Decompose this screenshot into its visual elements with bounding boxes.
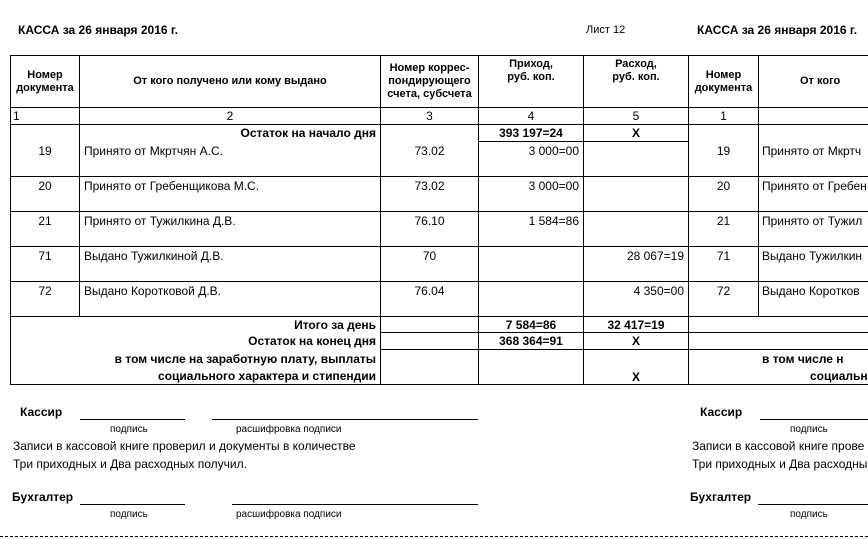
checked-line1-right: Записи в кассовой книге прове	[692, 439, 865, 453]
day-total-label: Итого за день	[294, 318, 376, 332]
row-description-right: Выдано Тужилкин	[762, 248, 863, 263]
checked-line2-right: Три приходных и Два расходны	[692, 457, 868, 471]
col-number-1-right: 1	[720, 109, 727, 123]
row-expense: 28 067=19	[626, 248, 684, 263]
row-income	[479, 282, 579, 299]
row-description: Выдано Коротковой Д.В.	[84, 283, 221, 298]
row-description: Принято от Гребенщикова М.С.	[84, 178, 260, 193]
opening-balance-income: 393 197=24	[499, 126, 563, 140]
including-line2: социального характера и стипендии	[158, 369, 376, 383]
header-from-whom-right: От кого	[800, 75, 841, 87]
row-income: 1 584=86	[528, 213, 579, 228]
row-income	[479, 247, 579, 264]
row-account: 70	[422, 248, 437, 263]
accountant-decoding-caption: расшифровка подписи	[236, 509, 342, 520]
row-expense: 4 350=00	[633, 283, 684, 298]
cashier-signature-caption-right: подпись	[790, 424, 828, 435]
row-income: 3 000=00	[528, 178, 579, 193]
accountant-label-right: Бухгалтер	[690, 490, 752, 504]
closing-balance-expense: Х	[631, 334, 640, 348]
header-doc-number: Номер документа	[16, 68, 74, 94]
including-expense: Х	[631, 370, 640, 384]
row-doc-number-right: 19	[716, 143, 731, 158]
including-right-line1: в том числе н	[762, 352, 844, 366]
header-account: Номер коррес- пондирующего счета, субсчета	[387, 62, 472, 100]
cashier-signature-caption: подпись	[110, 424, 148, 435]
including-right-line2: социальн	[810, 369, 868, 383]
row-income: 3 000=00	[528, 143, 579, 158]
row-doc-number: 71	[38, 248, 52, 263]
row-doc-number: 72	[38, 283, 52, 298]
cashier-label: Кассир	[20, 405, 63, 419]
cashier-label-right: Кассир	[700, 405, 743, 419]
col-number-2: 2	[226, 109, 234, 123]
row-expense	[584, 212, 684, 229]
row-account: 76.10	[414, 213, 445, 228]
row-description-right: Принято от Гребен	[762, 178, 867, 193]
cut-line	[0, 536, 868, 537]
row-description: Выдано Тужилкиной Д.В.	[84, 248, 224, 263]
col-number-3: 3	[426, 109, 433, 123]
header-from-whom: От кого получено или кому выдано	[133, 75, 327, 87]
row-expense	[584, 177, 684, 194]
checked-line2: Три приходных и Два расходных получил.	[13, 457, 247, 471]
row-description: Принято от Мкртчян А.С.	[84, 143, 223, 158]
closing-balance-income: 368 364=91	[499, 334, 563, 348]
row-doc-number: 20	[38, 178, 52, 193]
checked-line1: Записи в кассовой книге проверил и документы в количестве	[13, 439, 356, 453]
row-account: 73.02	[414, 143, 445, 158]
row-description-right: Принято от Тужил	[762, 213, 863, 228]
day-total-income: 7 584=86	[505, 318, 557, 332]
row-doc-number-right: 20	[716, 178, 731, 193]
opening-balance-label: Остаток на начало дня	[240, 126, 376, 140]
row-doc-number-right: 71	[716, 248, 731, 263]
row-doc-number-right: 21	[716, 213, 731, 228]
page-title-right: КАССА за 26 января 2016 г.	[697, 23, 858, 37]
accountant-signature-caption-right: подпись	[790, 509, 828, 520]
sheet-number: Лист 12	[586, 24, 626, 36]
col-number-4: 4	[527, 109, 535, 123]
page-title-left: КАССА за 26 января 2016 г.	[18, 23, 179, 37]
cashier-decoding-caption: расшифровка подписи	[236, 424, 342, 435]
row-description-right: Выдано Коротков	[762, 283, 860, 298]
row-description: Принято от Тужилкина Д.В.	[84, 213, 236, 228]
row-doc-number: 19	[38, 143, 52, 158]
day-total-expense: 32 417=19	[607, 318, 665, 332]
col-number-5: 5	[632, 109, 640, 123]
row-account: 73.02	[414, 178, 445, 193]
row-expense	[584, 142, 684, 159]
header-expense: Расход, руб. коп.	[612, 58, 660, 83]
row-account: 76.04	[414, 283, 445, 298]
row-doc-number: 21	[38, 213, 52, 228]
including-line1: в том числе на заработную плату, выплаты	[114, 352, 376, 366]
col-number-1: 1	[13, 109, 20, 123]
row-description-right: Принято от Мкртч	[762, 143, 862, 158]
accountant-label: Бухгалтер	[12, 490, 74, 504]
opening-balance-expense: Х	[631, 126, 640, 140]
header-doc-number-right: Номер документа	[694, 68, 753, 94]
closing-balance-label: Остаток на конец дня	[248, 334, 376, 348]
accountant-signature-caption: подпись	[110, 509, 148, 520]
row-doc-number-right: 72	[716, 283, 731, 298]
header-income: Приход, руб. коп.	[507, 58, 555, 83]
